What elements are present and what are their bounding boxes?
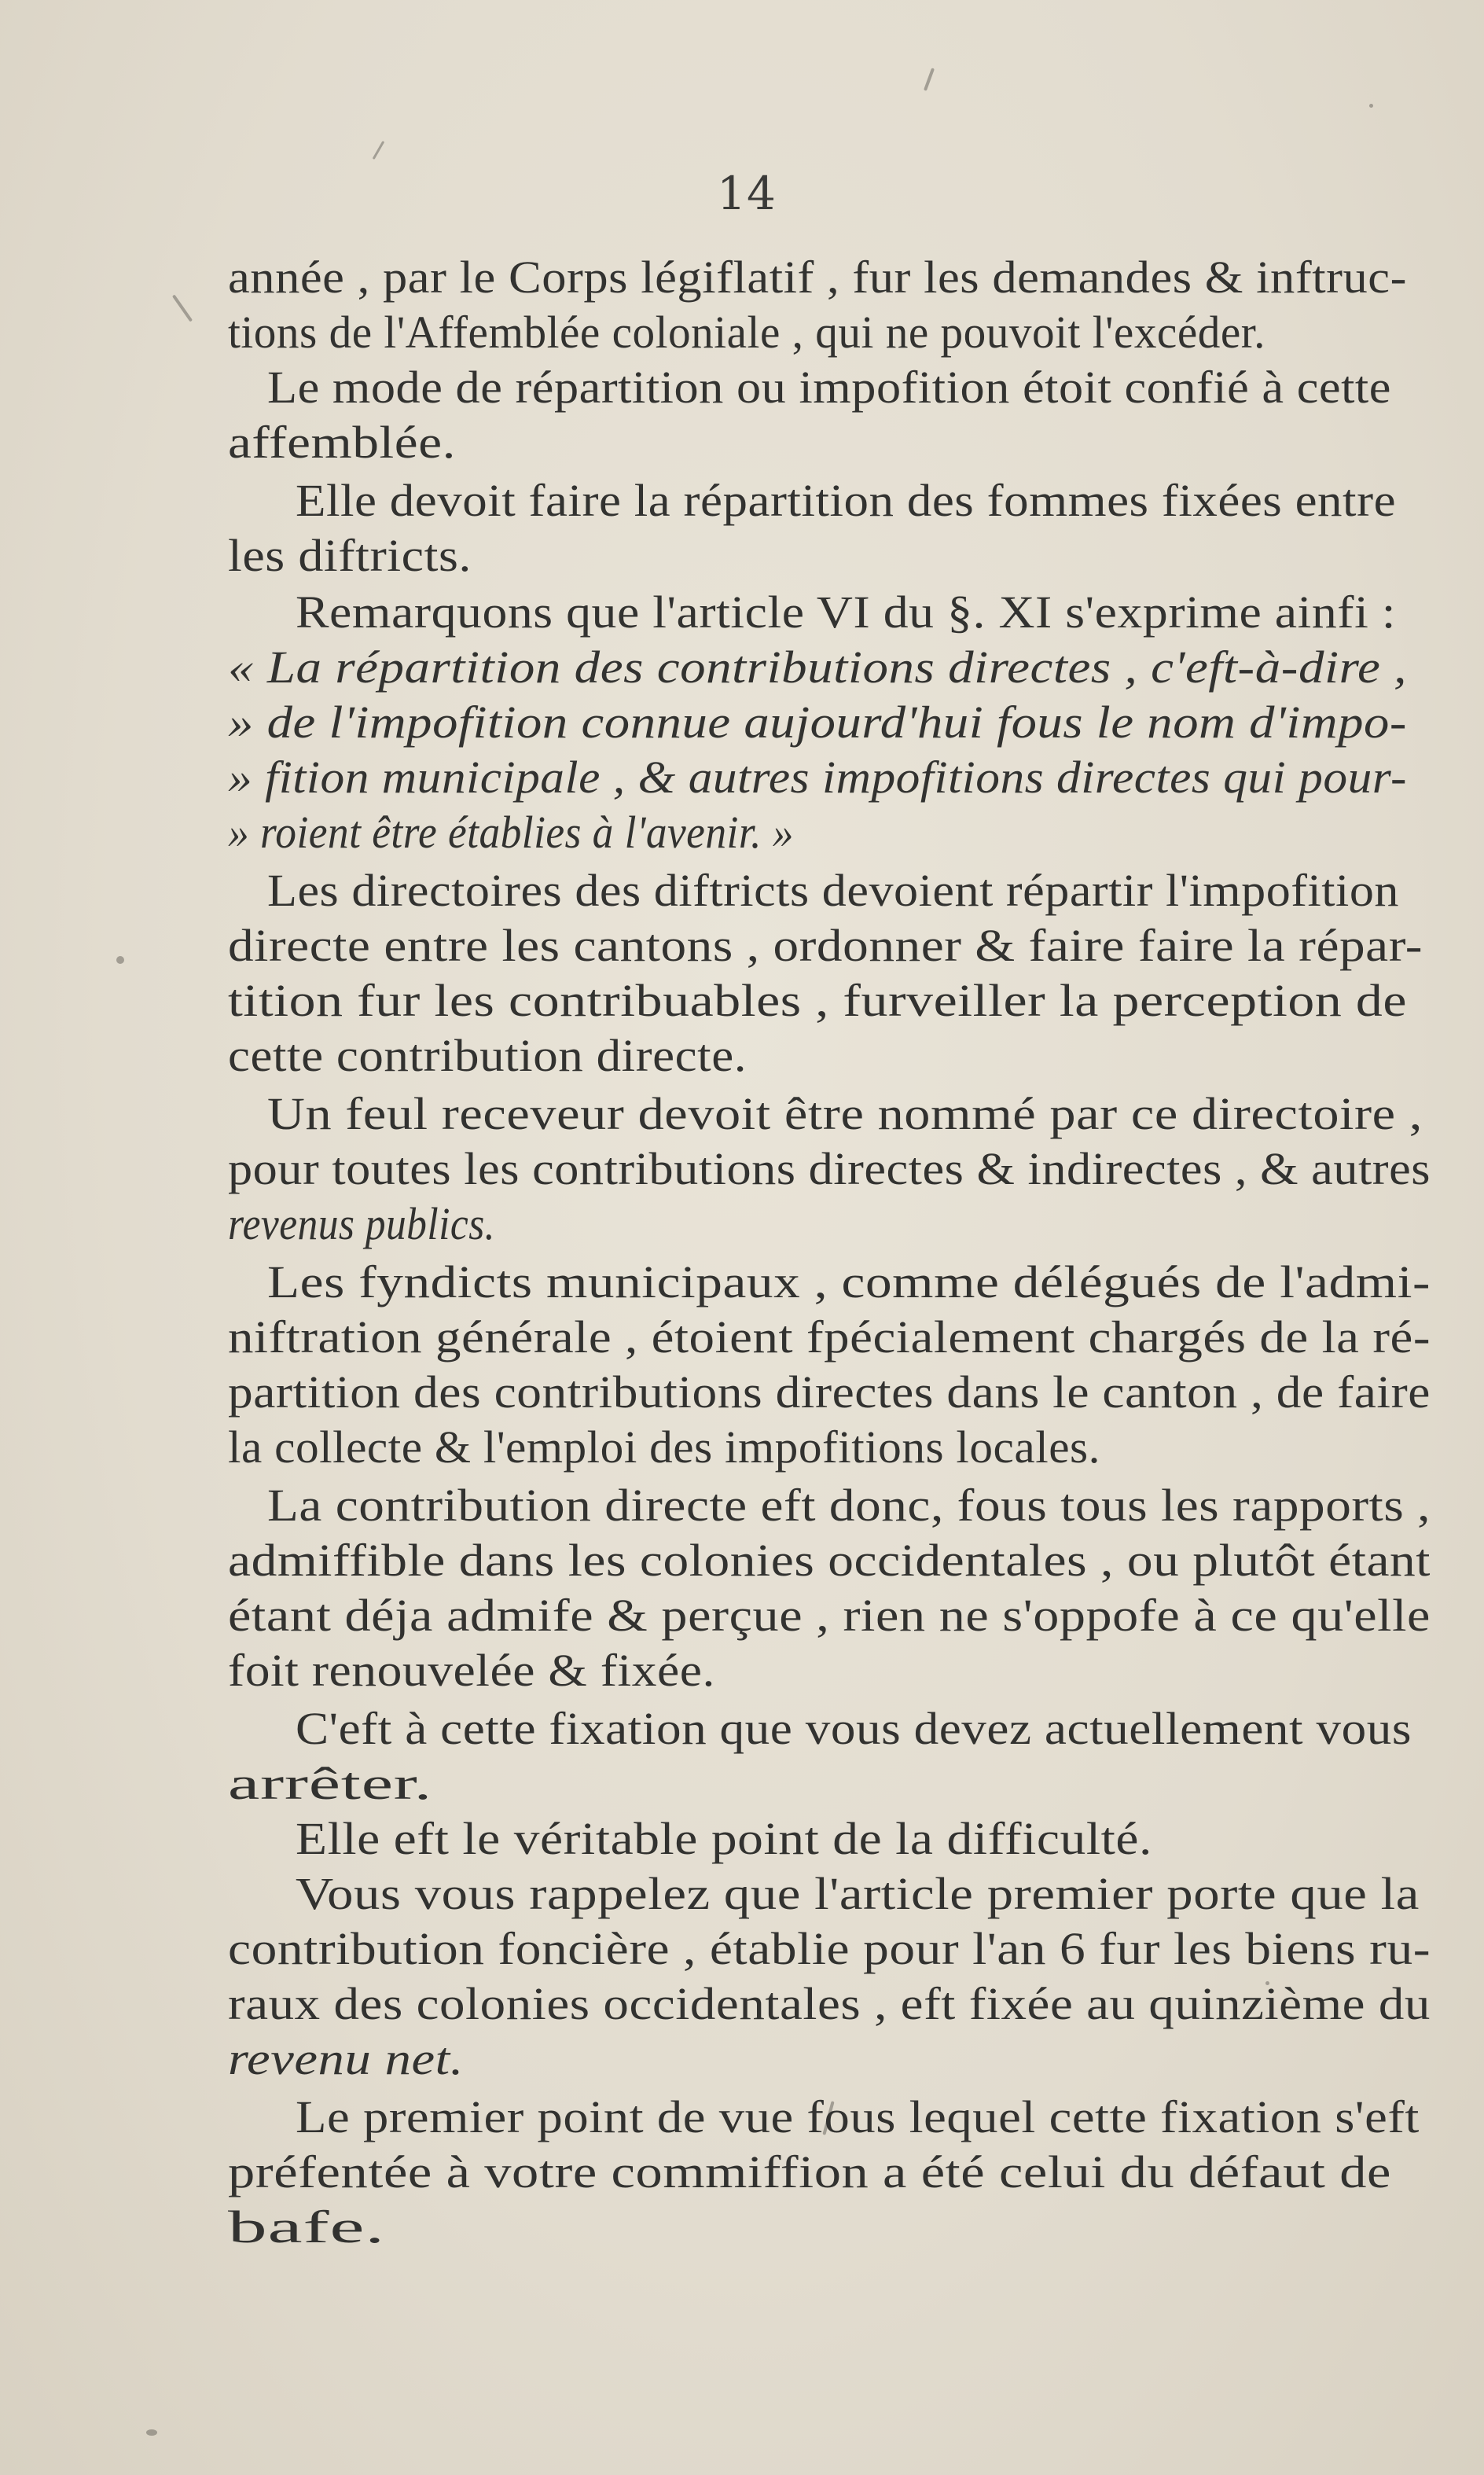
text-line: année , par le Corps légiflatif , fur les demandes & inftruc- bbox=[228, 252, 1407, 303]
text-line: niftration générale , étoient fpécialement chargés de la ré- bbox=[228, 1311, 1431, 1363]
text-line: » de l'impofition connue aujourd'hui fous le nom d'impo- bbox=[228, 697, 1407, 748]
text-line: les diftricts. bbox=[228, 530, 472, 581]
text-line: cette contribution directe. bbox=[228, 1030, 748, 1081]
text-line: la collecte & l'emploi des impofitions locales. bbox=[228, 1421, 1100, 1473]
text-line: » fition municipale , & autres impofitions directes qui pour- bbox=[228, 752, 1407, 803]
text-line: partition des contributions directes dans le canton , de faire bbox=[228, 1366, 1431, 1418]
text-line: bafe. bbox=[228, 2201, 385, 2253]
text-line: Elle devoit faire la répartition des fommes fixées entre bbox=[296, 475, 1397, 526]
page-number: 14 bbox=[717, 167, 777, 220]
text-line: pour toutes les contributions directes & indirectes , & autres bbox=[228, 1143, 1431, 1194]
text-line: foit renouvelée & fixée. bbox=[228, 1645, 715, 1696]
text-line: admiffible dans les colonies occidentales , ou plutôt étant bbox=[228, 1535, 1431, 1586]
text-line: Le mode de répartition ou impofition étoit confié à cette bbox=[267, 362, 1391, 413]
text-line: arrêter. bbox=[228, 1758, 433, 1809]
text-line: Vous vous rappelez que l'article premier porte que la bbox=[296, 1868, 1420, 1919]
text-line: Un feul receveur devoit être nommé par ce directoire , bbox=[267, 1088, 1423, 1139]
text-line: C'eft à cette fixation que vous devez actuellement vous bbox=[296, 1703, 1412, 1754]
text-line: directe entre les cantons , ordonner & faire faire la répar- bbox=[228, 920, 1423, 971]
text-line: revenus publics. bbox=[228, 1198, 496, 1249]
text-line: raux des colonies occidentales , eft fixée au quinzième du bbox=[228, 1978, 1431, 2029]
text-line: La contribution directe eft donc, fous tous les rapports , bbox=[267, 1480, 1431, 1531]
text-line: préfentée à votre commiffion a été celui du défaut de bbox=[228, 2146, 1392, 2197]
text-line: affemblée. bbox=[228, 417, 456, 468]
text-line: Les fyndicts municipaux , comme délégués de l'admi- bbox=[267, 1256, 1431, 1307]
text-line: revenu net. bbox=[228, 2033, 465, 2084]
text-line: Le premier point de vue fous lequel cette fixation s'eft bbox=[296, 2091, 1420, 2142]
text-line: tition fur les contribuables , furveiller la perception de bbox=[228, 975, 1408, 1026]
text-line: » roient être établies à l'avenir. » bbox=[228, 807, 794, 858]
text-line: tions de l'Affemblée coloniale , qui ne pouvoit l'excéder. bbox=[228, 307, 1265, 358]
text-line: Remarquons que l'article VI du §. XI s'exprime ainfi : bbox=[296, 587, 1397, 638]
text-line: Les directoires des diftricts devoient répartir l'impofition bbox=[267, 865, 1400, 916]
text-line: étant déja admife & perçue , rien ne s'oppofe à ce qu'elle bbox=[228, 1590, 1431, 1641]
text-line: « La répartition des contributions directes , c'eft-à-dire , bbox=[228, 642, 1407, 693]
text-line: Elle eft le véritable point de la difficulté. bbox=[296, 1813, 1152, 1864]
text-line: contribution foncière , établie pour l'an 6 fur les biens ru- bbox=[228, 1923, 1431, 1974]
